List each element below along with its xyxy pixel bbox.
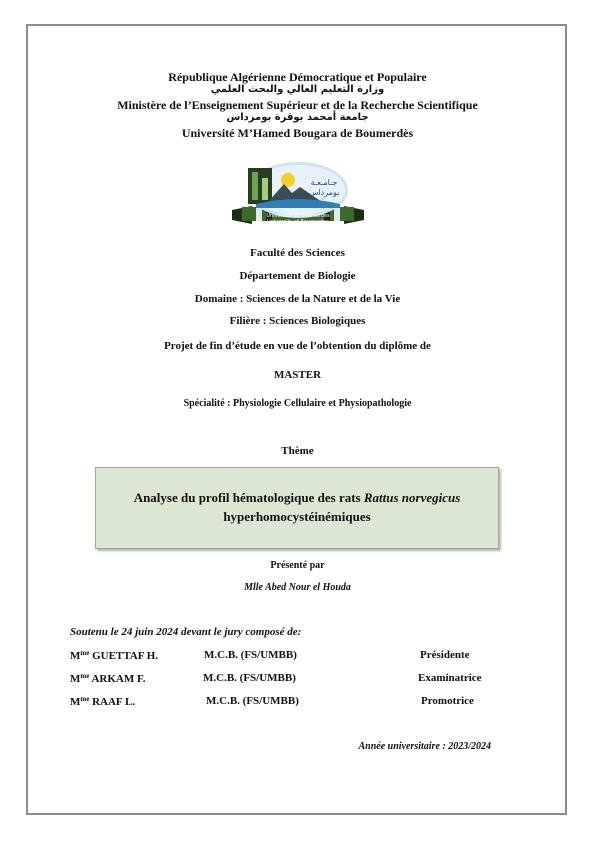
thesis-title-line1 — [96, 488, 498, 507]
jury-member-name: $M^{me}$ ARKAM F. — [70, 672, 146, 685]
domain-line: Domaine : Sciences de la Nature et de la Vie — [194, 293, 401, 305]
jury-row — [0, 649, 595, 665]
faculty-name: Faculté des Sciences — [250, 247, 345, 259]
jury-member-name: $M^{me}$ RAAF L. — [70, 695, 136, 708]
presented-by-label: Présenté par — [270, 560, 325, 571]
ministry-name: Ministère de l’Enseignement Supérieur et de la Recherche Scientifique — [117, 98, 478, 112]
logo-arabic-top: جـامـعـة — [310, 178, 338, 187]
field-line: Filière : Sciences Biologiques — [229, 315, 366, 327]
degree-name: MASTER — [273, 369, 322, 381]
project-line: Projet de fin d’étude en vue de l’obtention du diplôme de — [164, 340, 431, 352]
thesis-title-line2: hyperhomocystéinémiques — [223, 509, 371, 524]
academic-year: Année universitaire : 2023/2024 — [358, 741, 491, 752]
jury-member-grade: M.C.B. (FS/UMBB) — [203, 672, 296, 684]
jury-member-role: Examinatrice — [418, 672, 482, 684]
thesis-title-box — [95, 467, 499, 549]
jury-member-role: Promotrice — [421, 695, 474, 707]
logo-banner-french: Université de Boumerdes — [266, 213, 330, 219]
jury-member-name: $M^{me}$ GUETTAF H. — [70, 649, 159, 662]
jury-member-grade: M.C.B. (FS/UMBB) — [206, 695, 299, 707]
logo-arabic-bottom: بومرداس — [308, 188, 340, 197]
species-name: Rattus norvegicus — [363, 490, 461, 505]
jury-row — [0, 672, 595, 688]
department-name: Département de Biologie — [239, 270, 356, 282]
logo-banner-english: University of Boumerdes — [267, 219, 329, 225]
ministry-arabic: وزارة التعليم العالي والبحث العلمي — [210, 84, 385, 95]
republic-name: République Algérienne Démocratique et Populaire — [168, 70, 427, 84]
specialty-line: Spécialité : Physiologie Cellulaire et Physiopathologie — [183, 398, 412, 409]
student-name: Mlle Abed Nour el Houda — [244, 582, 351, 593]
university-logo — [232, 160, 364, 232]
jury-row — [0, 695, 595, 711]
university-arabic: جامعة أمحمد بوقرة بومرداس — [226, 112, 369, 123]
jury-member-role: Présidente — [420, 649, 470, 661]
jury-intro: Soutenu le 24 juin 2024 devant le jury composé de: — [70, 626, 302, 638]
thesis-title-part1: Analyse du profil hématologique des rats — [133, 490, 364, 505]
university-name: Université M’Hamed Bougara de Boumerdès — [181, 126, 414, 140]
theme-label: Thème — [281, 445, 314, 457]
jury-member-grade: M.C.B. (FS/UMBB) — [204, 649, 297, 661]
